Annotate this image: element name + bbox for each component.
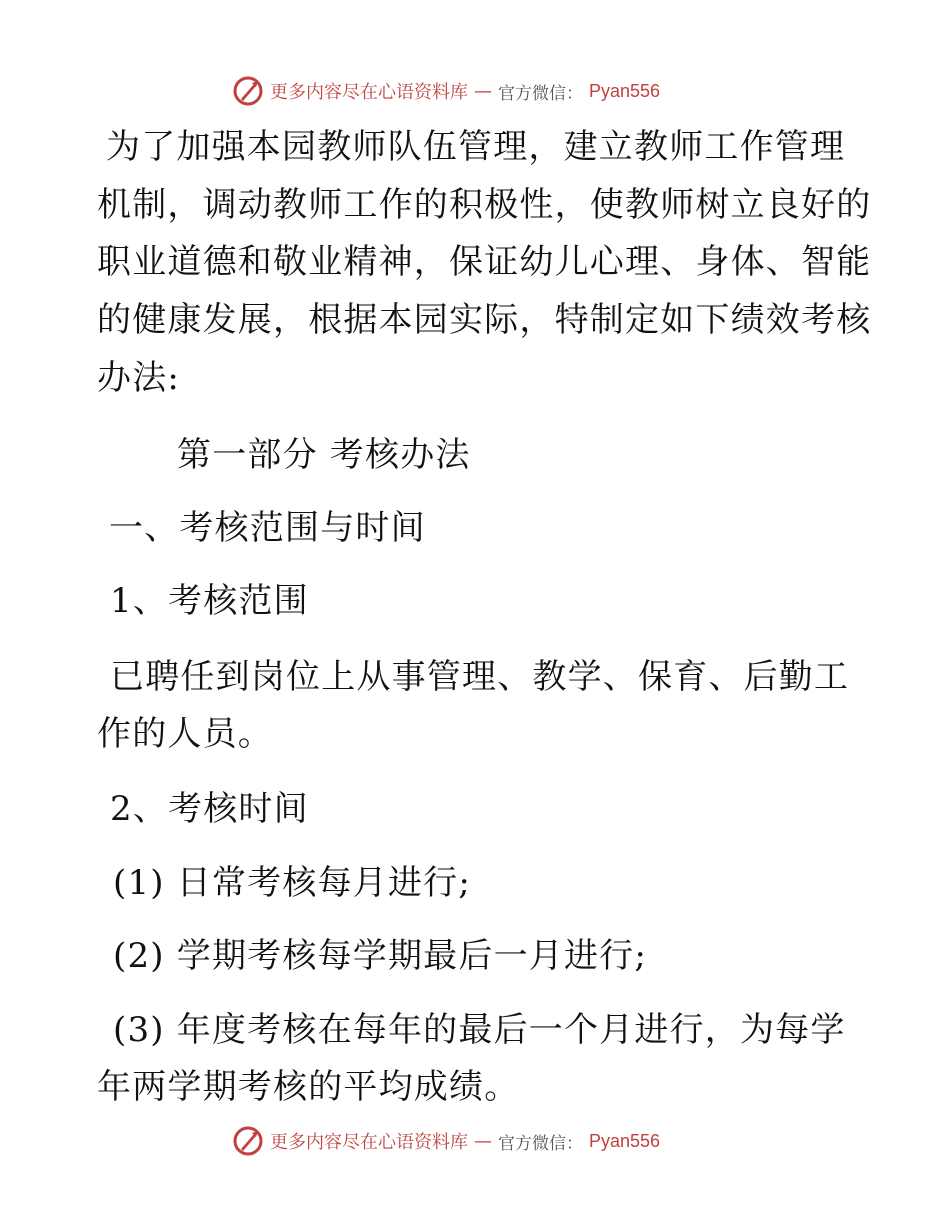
section1-title: 一、考核范围与时间 — [109, 508, 426, 548]
banner-wechat-label: 官方微信： — [498, 83, 583, 104]
intro-line-4: 的健康发展，根据本园实际，特制定如下绩效考核 — [97, 300, 872, 340]
schedule-line-3-cont: 年两学期考核的平均成绩。 — [97, 1067, 520, 1107]
banner-wechat-id: Pyan556 — [589, 80, 661, 101]
header-banner — [232, 74, 752, 108]
item2-title: 2、考核时间 — [110, 789, 309, 829]
item1-text-line-1: 已聘任到岗位上从事管理、教学、保育、后勤工 — [110, 657, 850, 697]
banner-separator: — — [474, 80, 492, 102]
intro-line-3: 职业道德和敬业精神，保证幼儿心理、身体、智能 — [97, 242, 872, 282]
item1-title: 1、考核范围 — [110, 581, 309, 621]
part-title: 第一部分 考核办法 — [177, 435, 471, 475]
footer-banner — [232, 1124, 752, 1158]
banner-wechat-label: 官方微信： — [498, 1133, 583, 1154]
banner-main-text: 更多内容尽在心语资料库 — [270, 1132, 468, 1153]
intro-line-5: 办法: — [97, 358, 181, 398]
intro-line-1: 为了加强本园教师队伍管理，建立教师工作管理 — [106, 127, 846, 167]
schedule-line-3: (3) 年度考核在每年的最后一个月进行，为每学 — [113, 1010, 846, 1050]
banner-main-text: 更多内容尽在心语资料库 — [270, 82, 468, 103]
intro-line-2: 机制，调动教师工作的积极性，使教师树立良好的 — [97, 185, 872, 225]
banner-separator: — — [474, 1130, 492, 1152]
quill-logo-icon — [232, 75, 264, 107]
schedule-line-2: (2) 学期考核每学期最后一月进行; — [113, 936, 648, 976]
quill-logo-icon — [232, 1125, 264, 1157]
schedule-line-1: (1) 日常考核每月进行; — [113, 863, 472, 903]
banner-wechat-id: Pyan556 — [589, 1130, 661, 1151]
item1-text-line-2: 作的人员。 — [97, 714, 273, 754]
